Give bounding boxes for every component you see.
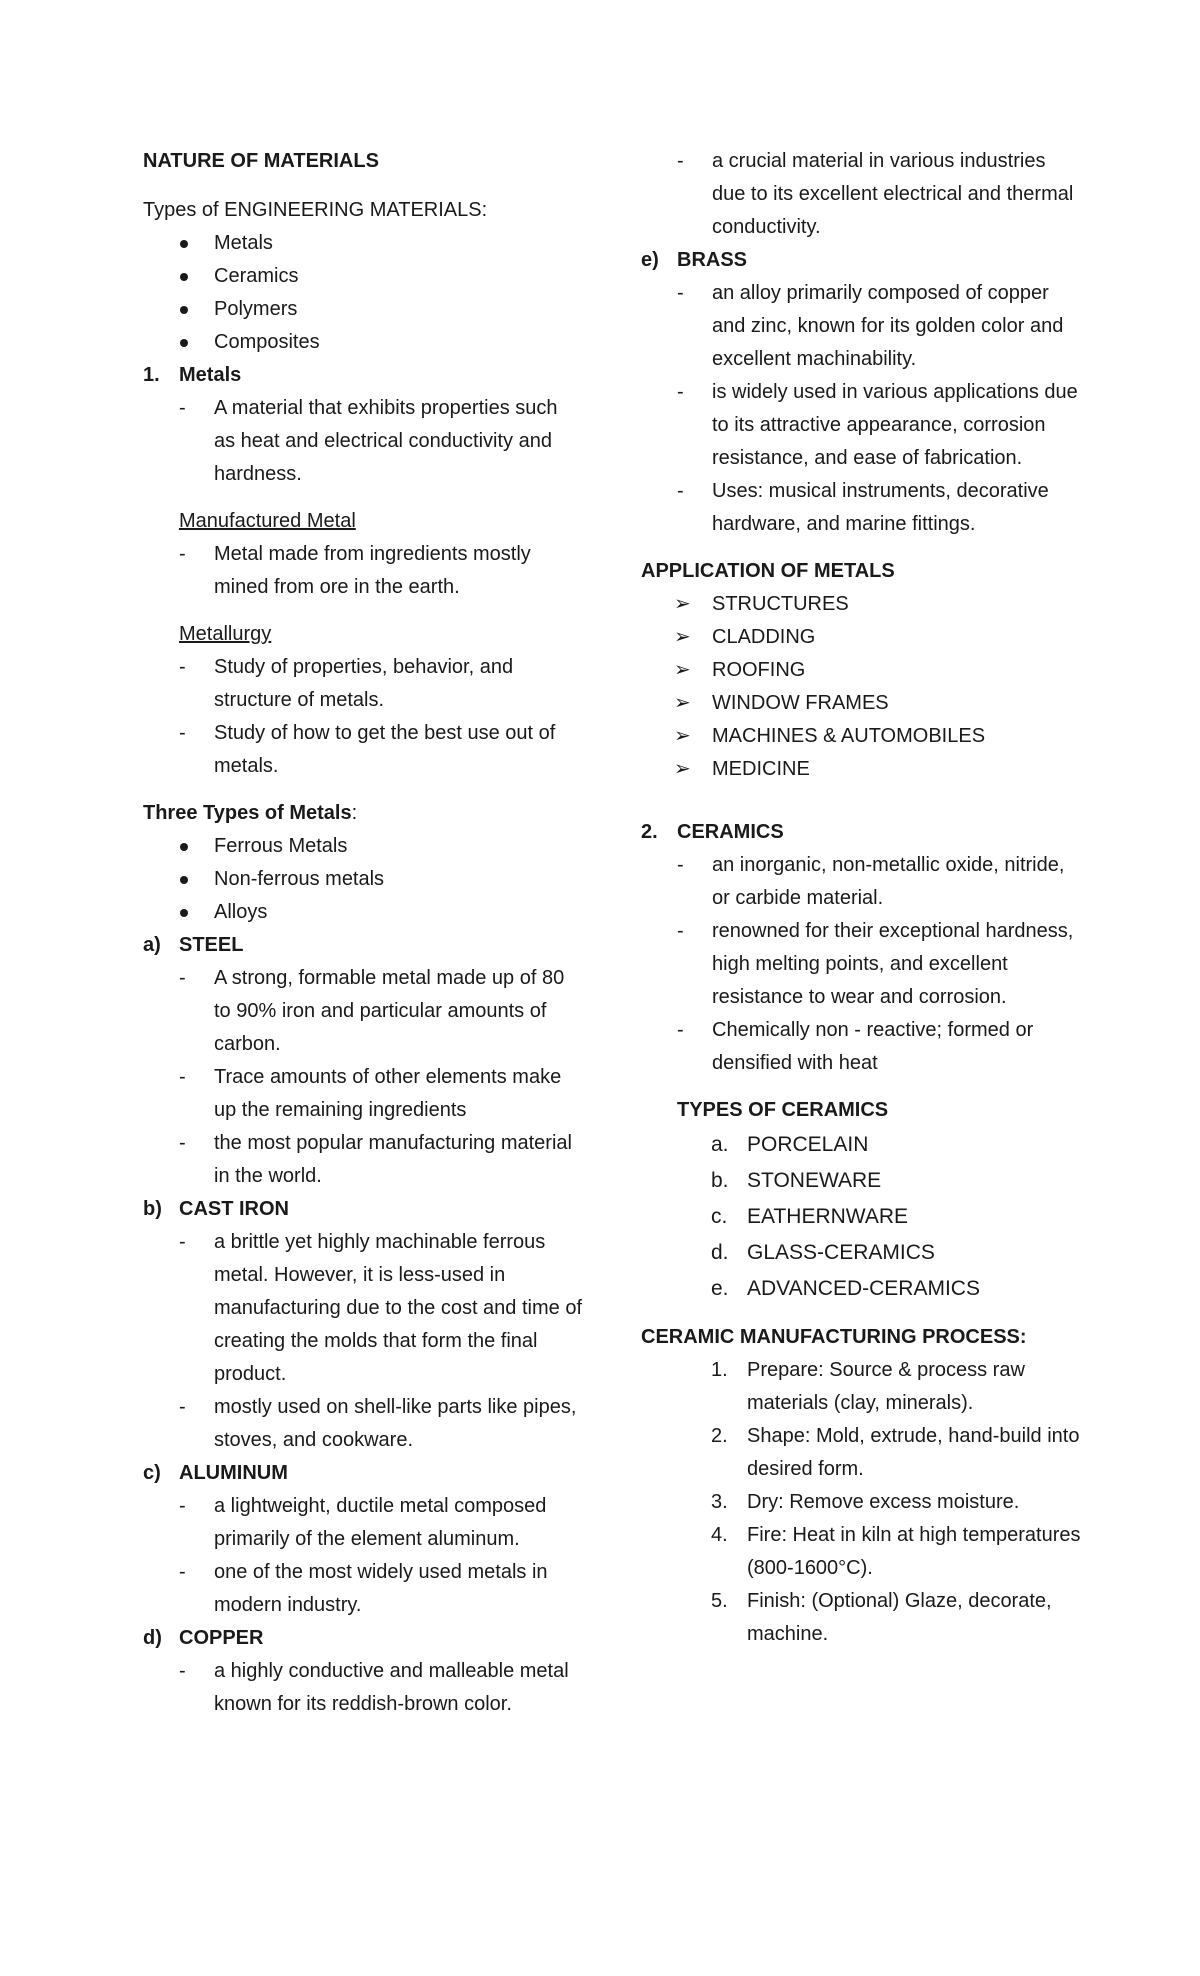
copper-heading: d) COPPER — [143, 1627, 264, 1649]
list-item: - a lightweight, ductile metal composed primarily of the element aluminum. — [179, 1495, 547, 1550]
arrow-bullet-icon: ➢ — [674, 725, 691, 747]
bullet-icon — [180, 306, 188, 314]
three-types-list — [143, 830, 583, 929]
aluminum-heading: c) ALUMINUM — [143, 1462, 288, 1484]
list-item: - a crucial material in various industries due to its excellent electrical and thermal conductivity. — [677, 150, 1074, 238]
list-item: - a brittle yet highly machinable ferrous metal. However, it is less-used in manufacturing due to the cost and time of creating the molds that form the final product. — [179, 1231, 582, 1385]
aluminum-list — [143, 1490, 583, 1622]
list-item: Non-ferrous metals — [143, 863, 583, 896]
list-item: - renowned for their exceptional hardness, high melting points, and excellent resistance to wear and corrosion. — [677, 920, 1074, 1008]
arrow-bullet-icon: ➢ — [674, 593, 691, 615]
list-item: Ceramics — [143, 260, 583, 293]
steel-heading: a) STEEL — [143, 934, 244, 956]
right-column — [641, 145, 1081, 1651]
manufactured-metal-list — [143, 538, 583, 604]
list-item: - Study of properties, behavior, and structure of metals. — [179, 656, 514, 711]
list-item: d. GLASS-CERAMICS — [711, 1241, 935, 1264]
list-item: - Metal made from ingredients mostly mined from ore in the earth. — [179, 543, 531, 598]
list-item: - Uses: musical instruments, decorative hardware, and marine fittings. — [677, 480, 1049, 535]
list-item: ➢ MACHINES & AUTOMOBILES — [641, 720, 1081, 753]
list-item: 2. Shape: Mold, extrude, hand-build into desired form. — [711, 1425, 1080, 1480]
list-item: e. ADVANCED-CERAMICS — [711, 1277, 980, 1300]
copper-list — [143, 1655, 583, 1721]
copper-list-continued — [641, 145, 1081, 244]
list-item: - A strong, formable metal made up of 80 to 90% iron and particular amounts of carbon. — [179, 967, 565, 1055]
metals-definition-list — [143, 392, 583, 491]
bullet-icon — [180, 843, 188, 851]
list-item: - Study of how to get the best use out of metals. — [179, 722, 556, 777]
applications-list — [641, 588, 1081, 786]
arrow-bullet-icon: ➢ — [674, 758, 691, 780]
manufactured-metal-label: Manufactured Metal — [179, 510, 356, 532]
list-item: - mostly used on shell-like parts like pipes, stoves, and cookware. — [179, 1396, 577, 1451]
list-item: - one of the most widely used metals in modern industry. — [179, 1561, 548, 1616]
types-of-ceramics-heading: TYPES OF CERAMICS — [677, 1099, 889, 1121]
metallurgy-list — [143, 651, 583, 783]
brass-heading: e) BRASS — [641, 249, 748, 271]
list-item: - an alloy primarily composed of copper and zinc, known for its golden color and excellent machinability. — [677, 282, 1064, 370]
list-item: ➢ CLADDING — [641, 621, 1081, 654]
list-item: 5. Finish: (Optional) Glaze, decorate, machine. — [711, 1590, 1052, 1645]
list-item: - is widely used in various applications due to its attractive appearance, corrosion resistance, and ease of fabrication. — [677, 381, 1078, 469]
bullet-icon — [180, 273, 188, 281]
list-item: - a highly conductive and malleable metal known for its reddish-brown color. — [179, 1660, 569, 1715]
metallurgy-label: Metallurgy — [179, 623, 272, 645]
brass-list — [641, 277, 1081, 541]
list-item: ➢ STRUCTURES — [641, 588, 1081, 621]
ceramic-process-heading: CERAMIC MANUFACTURING PROCESS: — [641, 1326, 1027, 1348]
list-item: ➢ WINDOW FRAMES — [641, 687, 1081, 720]
list-item: Composites — [143, 326, 583, 359]
list-item: ➢ MEDICINE — [641, 753, 1081, 786]
list-item: - an inorganic, non-metallic oxide, nitride, or carbide material. — [677, 854, 1065, 909]
three-types-heading: Three Types of Metals: — [143, 802, 358, 824]
list-item: - Chemically non - reactive; formed or densified with heat — [677, 1019, 1034, 1074]
arrow-bullet-icon: ➢ — [674, 626, 691, 648]
bullet-icon — [180, 240, 188, 248]
arrow-bullet-icon: ➢ — [674, 659, 691, 681]
list-item: 1. Prepare: Source & process raw materials (clay, minerals). — [711, 1359, 1025, 1414]
material-types-list — [143, 227, 583, 359]
cast-iron-list — [143, 1226, 583, 1457]
list-item: 3. Dry: Remove excess moisture. — [711, 1491, 1020, 1513]
bullet-icon — [180, 339, 188, 347]
list-item: 4. Fire: Heat in kiln at high temperatures (800-1600°C). — [711, 1524, 1081, 1579]
bullet-icon — [180, 876, 188, 884]
list-item: - A material that exhibits properties such as heat and electrical conductivity and hardness. — [179, 397, 558, 485]
list-item: - the most popular manufacturing material in the world. — [179, 1132, 572, 1187]
left-column — [143, 145, 583, 1721]
list-item: c. EATHERNWARE — [711, 1205, 909, 1228]
cast-iron-heading: b) CAST IRON — [143, 1198, 289, 1220]
steel-list — [143, 962, 583, 1193]
metals-heading: 1. Metals — [143, 364, 242, 386]
ceramic-process-list — [641, 1354, 1081, 1651]
list-item: b. STONEWARE — [711, 1169, 882, 1192]
arrow-bullet-icon: ➢ — [674, 692, 691, 714]
ceramic-types-list — [641, 1127, 1081, 1307]
list-item: Alloys — [143, 896, 583, 929]
types-intro: Types of ENGINEERING MATERIALS: — [143, 199, 488, 221]
list-item: - Trace amounts of other elements make up the remaining ingredients — [179, 1066, 562, 1121]
list-item: a. PORCELAIN — [711, 1133, 869, 1156]
ceramics-heading: 2. CERAMICS — [641, 821, 784, 843]
list-item: Ferrous Metals — [143, 830, 583, 863]
list-item: ➢ ROOFING — [641, 654, 1081, 687]
bullet-icon — [180, 909, 188, 917]
page-title: NATURE OF MATERIALS — [143, 150, 379, 172]
list-item: Metals — [143, 227, 583, 260]
list-item: Polymers — [143, 293, 583, 326]
applications-heading: APPLICATION OF METALS — [641, 560, 895, 582]
ceramics-list — [641, 849, 1081, 1080]
